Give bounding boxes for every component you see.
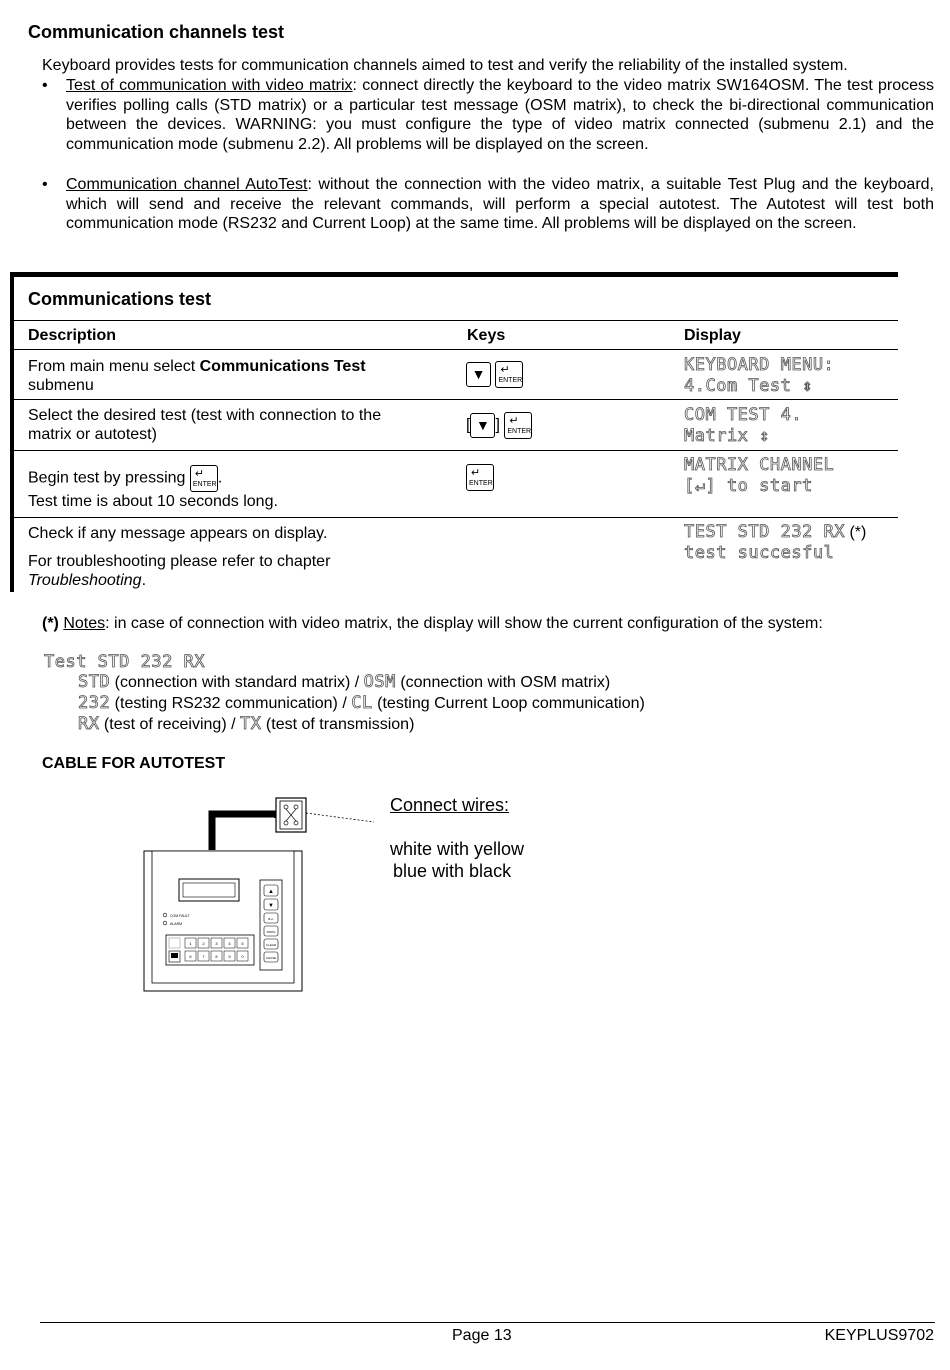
num-key: 1 xyxy=(189,941,192,946)
row-display xyxy=(684,456,834,496)
lcd-line: [↵] to start xyxy=(684,476,813,496)
header-display: Display xyxy=(684,327,741,344)
num-key: 8 xyxy=(215,954,218,959)
side-key-label: PROG xyxy=(266,930,276,934)
enter-key-icon: ↵ ENTER xyxy=(190,465,218,492)
table-row: Begin test by pressing ↵ ENTER . Test time is about 10 seconds long. xyxy=(28,465,428,511)
wire-list xyxy=(390,838,524,882)
notes-label: Notes xyxy=(63,615,106,632)
intro-text: Keyboard provides tests for communication channels aimed to test and verify the reliability of the installed system. xyxy=(42,57,848,74)
lcd-line: COM TEST 4. xyxy=(684,405,803,425)
num-key: 4 xyxy=(228,941,231,946)
header-keys: Keys xyxy=(467,327,506,344)
bullet-text: : without the connection with the video matrix, a suitable Test Plug and the keyboard, which will send and receive the relevant commands, will perform a special autotest. The Autotest will test both communication mode (RS232 and Current Loop) at the same time. All problems will be displayed on the screen. xyxy=(66,176,934,232)
page-number: Page 13 xyxy=(452,1327,512,1344)
bullet-link: Communication channel AutoTest xyxy=(66,176,308,193)
keyboard-device-illustration xyxy=(140,790,380,995)
notes-example: Test STD 232 RX xyxy=(44,652,206,672)
row-keys: [ ▼ ] ↵ ENTER xyxy=(466,412,532,439)
side-key-label: CHKSE xyxy=(265,956,277,960)
num-key: 3 xyxy=(215,941,218,946)
lcd-line: MATRIX CHANNEL xyxy=(684,455,835,475)
lcd-line: test succesful xyxy=(684,543,835,563)
bullet-dot: • xyxy=(42,176,48,193)
row-keys xyxy=(466,464,494,491)
table-top-rule xyxy=(10,272,898,277)
notes-line: STD (connection with standard matrix) / OSM (connection with OSM matrix) xyxy=(78,672,611,692)
footnote-marker: (*) xyxy=(845,524,867,541)
side-key-label: B+/- xyxy=(268,917,274,921)
row-keys xyxy=(466,361,523,388)
test-plug-icon xyxy=(275,798,306,832)
num-key: 7 xyxy=(202,954,205,959)
enter-key-icon: ↵ ENTER xyxy=(466,464,494,491)
row-display xyxy=(684,523,866,563)
divider xyxy=(14,517,898,518)
notes-marker: (*) xyxy=(42,615,59,632)
notes-line: 232 (testing RS232 communication) / CL (testing Current Loop communication) xyxy=(78,693,645,713)
divider xyxy=(14,349,898,350)
keyboard-key-icon xyxy=(171,953,178,958)
notes-text: : in case of connection with video matrix, the display will show the current configuration of the system: xyxy=(105,615,823,632)
wire-pair: blue with black xyxy=(393,861,512,881)
down-arrow-key-icon: ▼ xyxy=(466,362,491,387)
up-arrow-icon: ▲ xyxy=(268,889,274,895)
bullet-list xyxy=(42,76,934,234)
bullet-item xyxy=(42,175,934,234)
header-description: Description xyxy=(28,327,117,344)
row-desc: Check if any message appears on display. xyxy=(28,525,328,542)
leader-line xyxy=(306,813,374,822)
cable-heading: CABLE FOR AUTOTEST xyxy=(42,755,226,772)
section-title: Communication channels test xyxy=(28,22,285,42)
row-desc-italic: Troubleshooting xyxy=(28,572,142,589)
lcd-line: KEYBOARD MENU: xyxy=(684,355,835,375)
side-key-label: CLEAR xyxy=(265,943,277,947)
num-key: 5 xyxy=(241,941,244,946)
notes-block xyxy=(42,614,823,735)
row-display xyxy=(684,356,834,396)
bullet-link: Test of communication with video matrix xyxy=(66,77,353,94)
doc-code: KEYPLUS9702 xyxy=(824,1327,934,1344)
row-desc-bold: Communications Test xyxy=(199,358,366,375)
divider xyxy=(14,450,898,451)
divider xyxy=(14,320,898,321)
row-desc: Test time is about 10 seconds long. xyxy=(28,493,278,510)
bullet-dot: • xyxy=(42,77,48,94)
bullet-text: : connect directly the keyboard to the video matrix SW164OSM. The test process verifies polling calls (STD matrix) or a particular test message (OSM matrix), to check the bi-directional communication between the devices. WARNING: you must configure the type of video matrix connected (submenu 2.1) and the communication mode (submenu 2.2). All problems will be displayed on the screen. xyxy=(66,77,934,153)
wire-pair: white with yellow xyxy=(390,839,525,859)
bullet-item xyxy=(42,76,934,154)
led-label: ALARM xyxy=(170,922,183,926)
enter-key-icon: ↵ ENTER xyxy=(504,412,532,439)
row-desc: From main menu select xyxy=(28,358,200,375)
lcd-line: TEST STD 232 RX xyxy=(684,522,846,542)
num-key: 9 xyxy=(228,954,231,959)
row-desc: submenu xyxy=(28,377,94,394)
divider xyxy=(14,399,898,400)
down-arrow-key-icon: ▼ xyxy=(470,413,495,438)
row-desc: For troubleshooting please refer to chapter xyxy=(28,553,331,570)
footer-rule xyxy=(40,1322,935,1323)
lcd-line: 4.Com Test ⇕ xyxy=(684,376,813,396)
num-key: 6 xyxy=(189,954,192,959)
num-key: 0 xyxy=(241,954,244,959)
table-row: Check if any message appears on display. For troubleshooting please refer to chapter Troubleshooting. xyxy=(28,524,428,590)
row-desc: Begin test by pressing xyxy=(28,469,190,487)
communications-table xyxy=(10,272,898,589)
connect-wires-label: Connect wires: xyxy=(390,795,510,815)
down-arrow-icon: ▼ xyxy=(268,903,274,909)
led-label: COM FAULT xyxy=(170,914,190,918)
table-row xyxy=(28,357,428,395)
enter-key-icon: ↵ ENTER xyxy=(495,361,523,388)
notes-line: RX (test of receiving) / TX (test of transmission) xyxy=(78,714,415,734)
row-display xyxy=(684,406,802,446)
table-title: Communications test xyxy=(28,289,212,309)
num-key: 2 xyxy=(202,941,205,946)
test-cable xyxy=(212,814,278,850)
lcd-line: Matrix ↕ xyxy=(684,426,770,446)
row-desc: Select the desired test (test with connection to the matrix or autotest) xyxy=(28,407,382,443)
